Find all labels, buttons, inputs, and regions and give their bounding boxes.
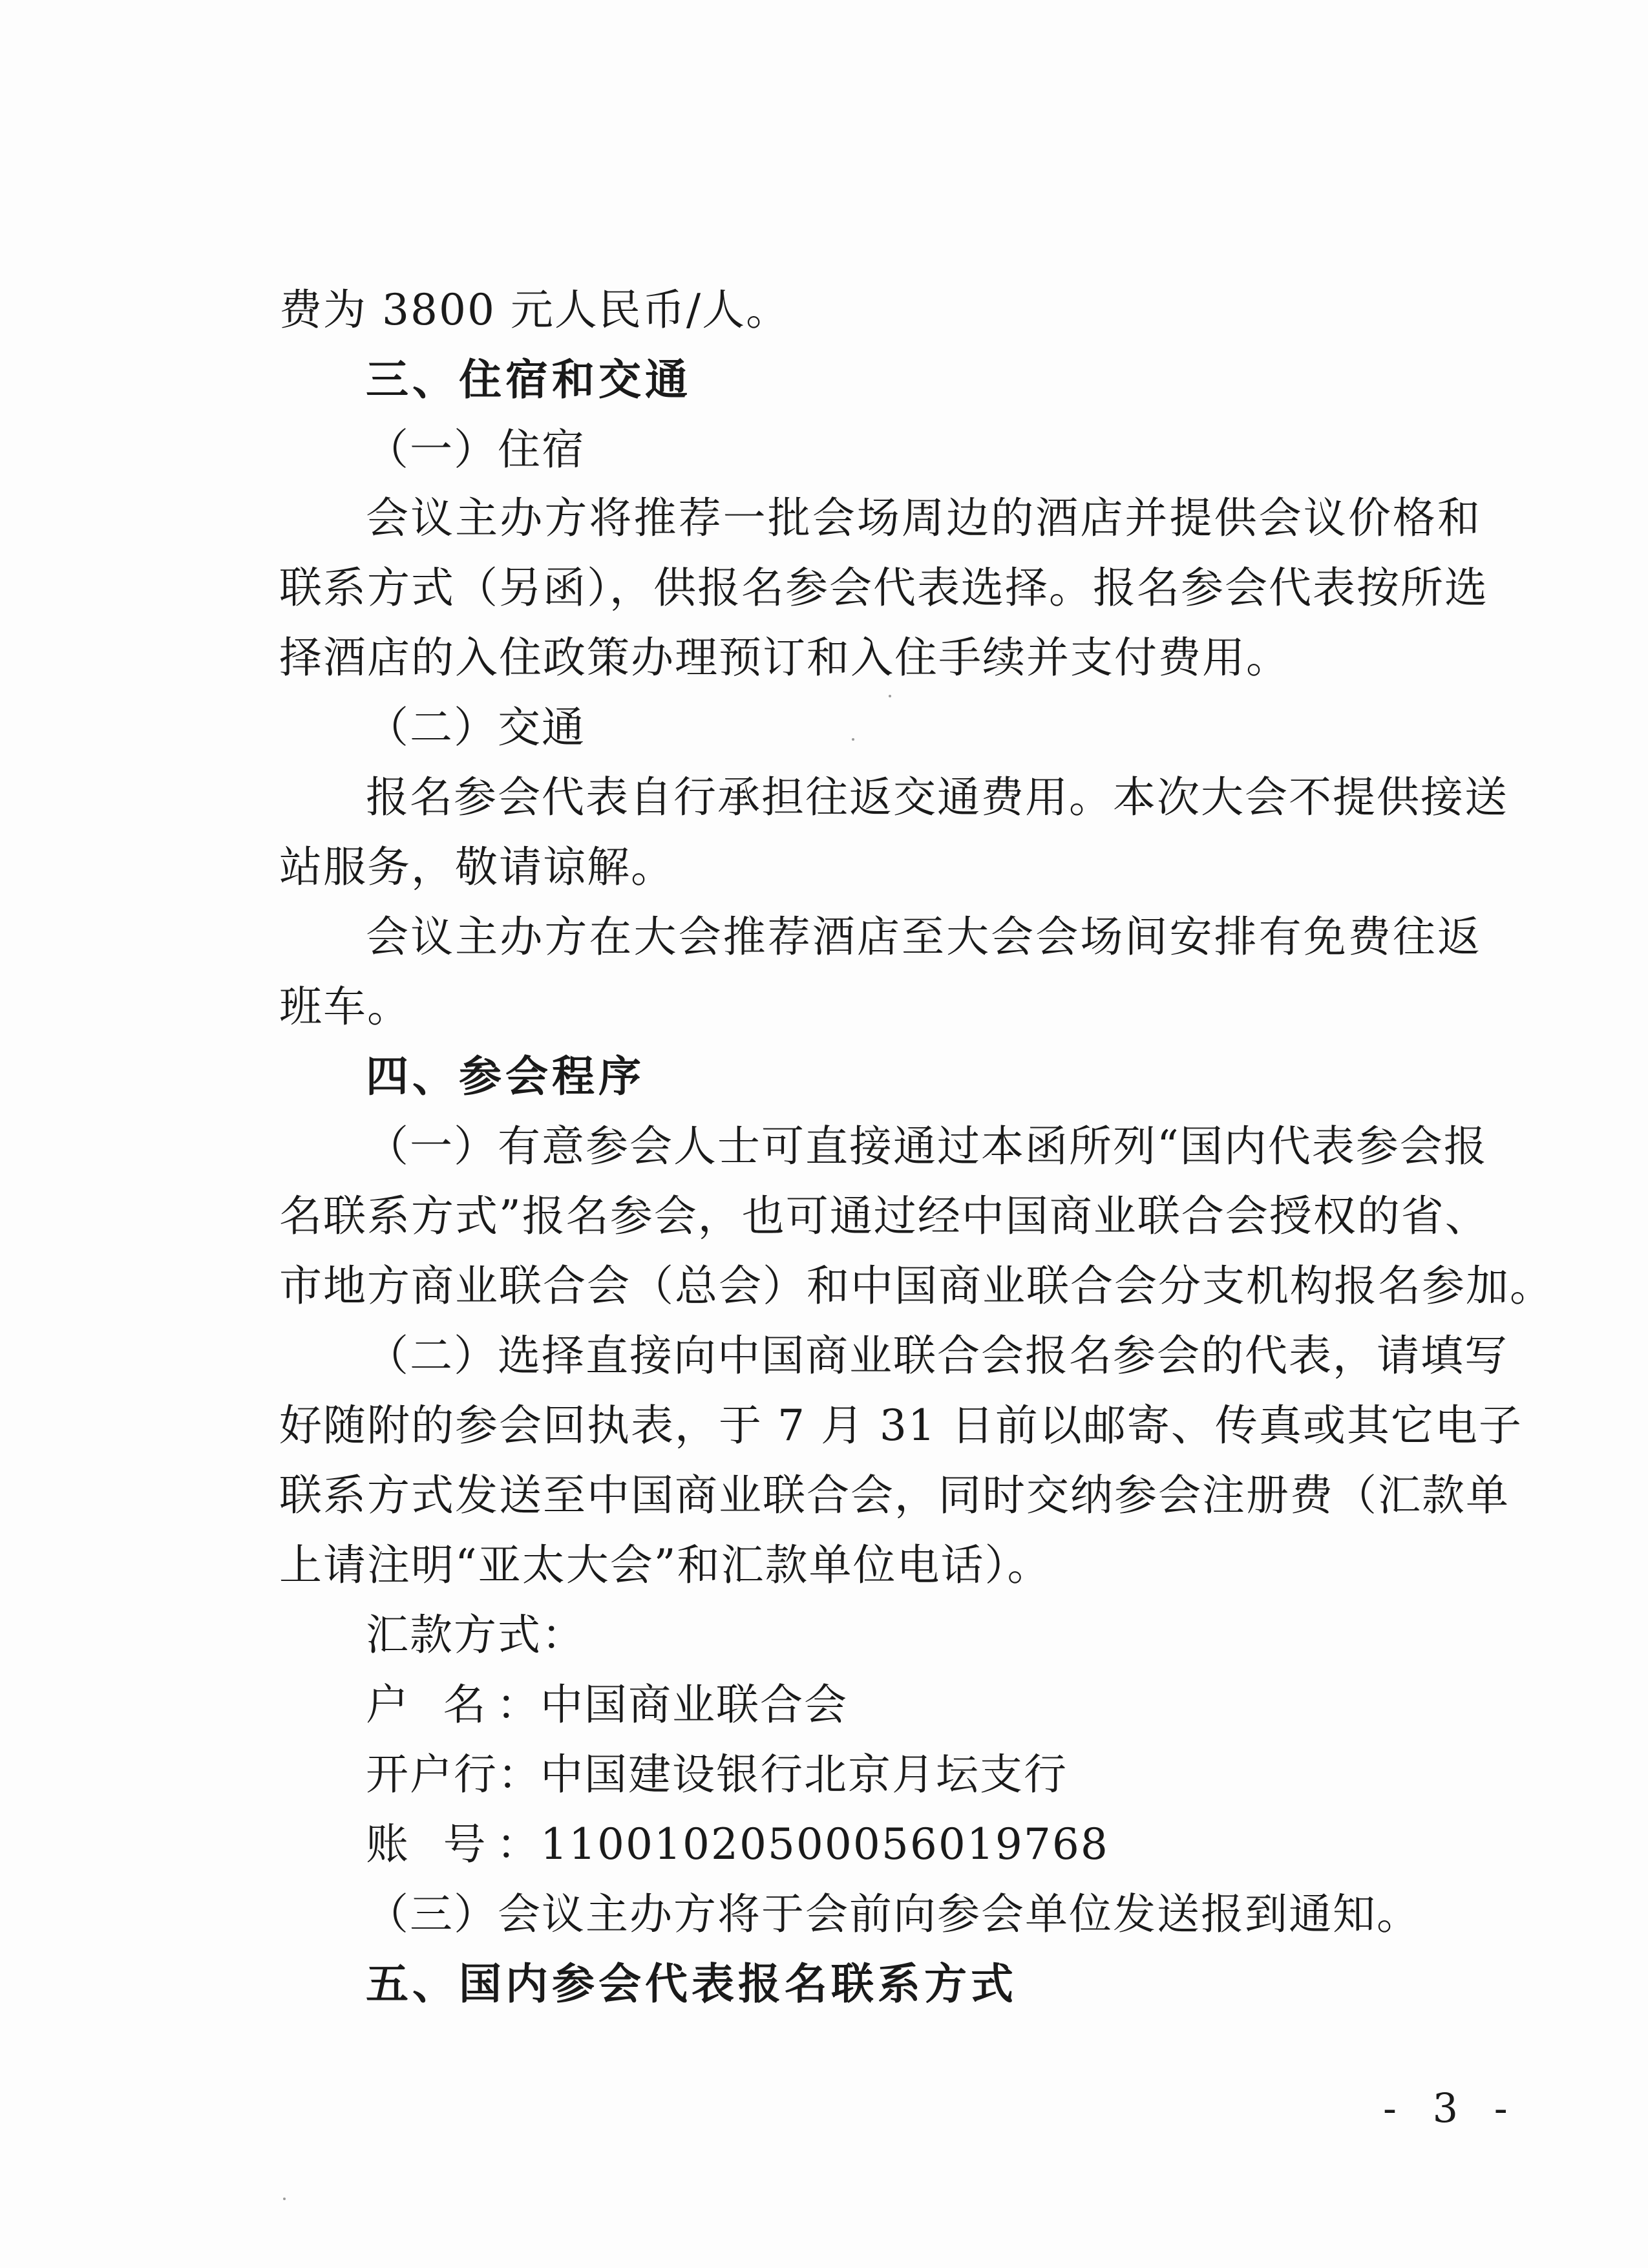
account-name-value: 中国商业联合会: [540, 1680, 848, 1730]
body-text-line: 报名参会代表自行承担往返交通费用。本次大会不提供接送: [366, 772, 1508, 822]
page-number: - 3 -: [1383, 2084, 1519, 2132]
account-name-label: 户 名：: [366, 1680, 540, 1730]
body-text-line: 联系方式（另函），供报名参会代表选择。报名参会代表按所选: [279, 563, 1488, 613]
body-text-line: 班车。: [279, 982, 411, 1032]
account-name-row: [366, 1673, 848, 1737]
body-text-line: 上请注明“亚太大会”和汇款单位电话）。: [279, 1540, 1051, 1590]
subsection-heading-transport: （二）交通: [366, 703, 586, 752]
scan-speck: [889, 695, 891, 697]
body-text-line: 联系方式发送至中国商业联合会，同时交纳参会注册费（汇款单: [279, 1470, 1510, 1520]
body-text-line: （二）选择直接向中国商业联合会报名参会的代表，请填写: [366, 1331, 1508, 1381]
body-text-line: 名联系方式”报名参会，也可通过经中国商业联合会授权的省、: [279, 1191, 1489, 1241]
body-text-line: 择酒店的入住政策办理预订和入住手续并支付费用。: [279, 633, 1290, 683]
subsection-heading-accommodation: （一）住宿: [366, 425, 586, 474]
body-text-line: 费为 3800 元人民币/人。: [279, 285, 790, 335]
body-text-line: 好随附的参会回执表，于 7 月 31 日前以邮寄、传真或其它电子: [279, 1401, 1523, 1450]
body-text-line: 市地方商业联合会（总会）和中国商业联合会分支机构报名参加。: [279, 1261, 1554, 1311]
account-bank-row: [366, 1743, 1068, 1807]
scan-speck: [283, 2198, 286, 2200]
account-number-value: 11001020500056019768: [540, 1819, 1109, 1869]
body-text-line: （一）有意参会人士可直接通过本函所列“国内代表参会报: [366, 1121, 1488, 1171]
account-bank-label: 开户行：: [366, 1750, 542, 1799]
account-number-label: 账 号：: [366, 1819, 540, 1869]
scan-speck: [852, 738, 854, 741]
section-heading-contact: 五、国内参会代表报名联系方式: [366, 1959, 1017, 2009]
section-heading-accommodation-transport: 三、住宿和交通: [366, 355, 692, 405]
body-text-line: 会议主办方在大会推荐酒店至大会会场间安排有免费往返: [366, 912, 1481, 962]
body-text-line: 会议主办方将推荐一批会场周边的酒店并提供会议价格和: [366, 493, 1481, 543]
body-text-line: 站服务，敬请谅解。: [279, 842, 675, 892]
section-heading-procedure: 四、参会程序: [366, 1052, 645, 1101]
account-number-row: [366, 1812, 1109, 1877]
remittance-heading: 汇款方式：: [366, 1610, 586, 1660]
body-text-line: （三）会议主办方将于会前向参会单位发送报到通知。: [366, 1889, 1421, 1939]
account-bank-value: 中国建设银行北京月坛支行: [540, 1750, 1068, 1799]
